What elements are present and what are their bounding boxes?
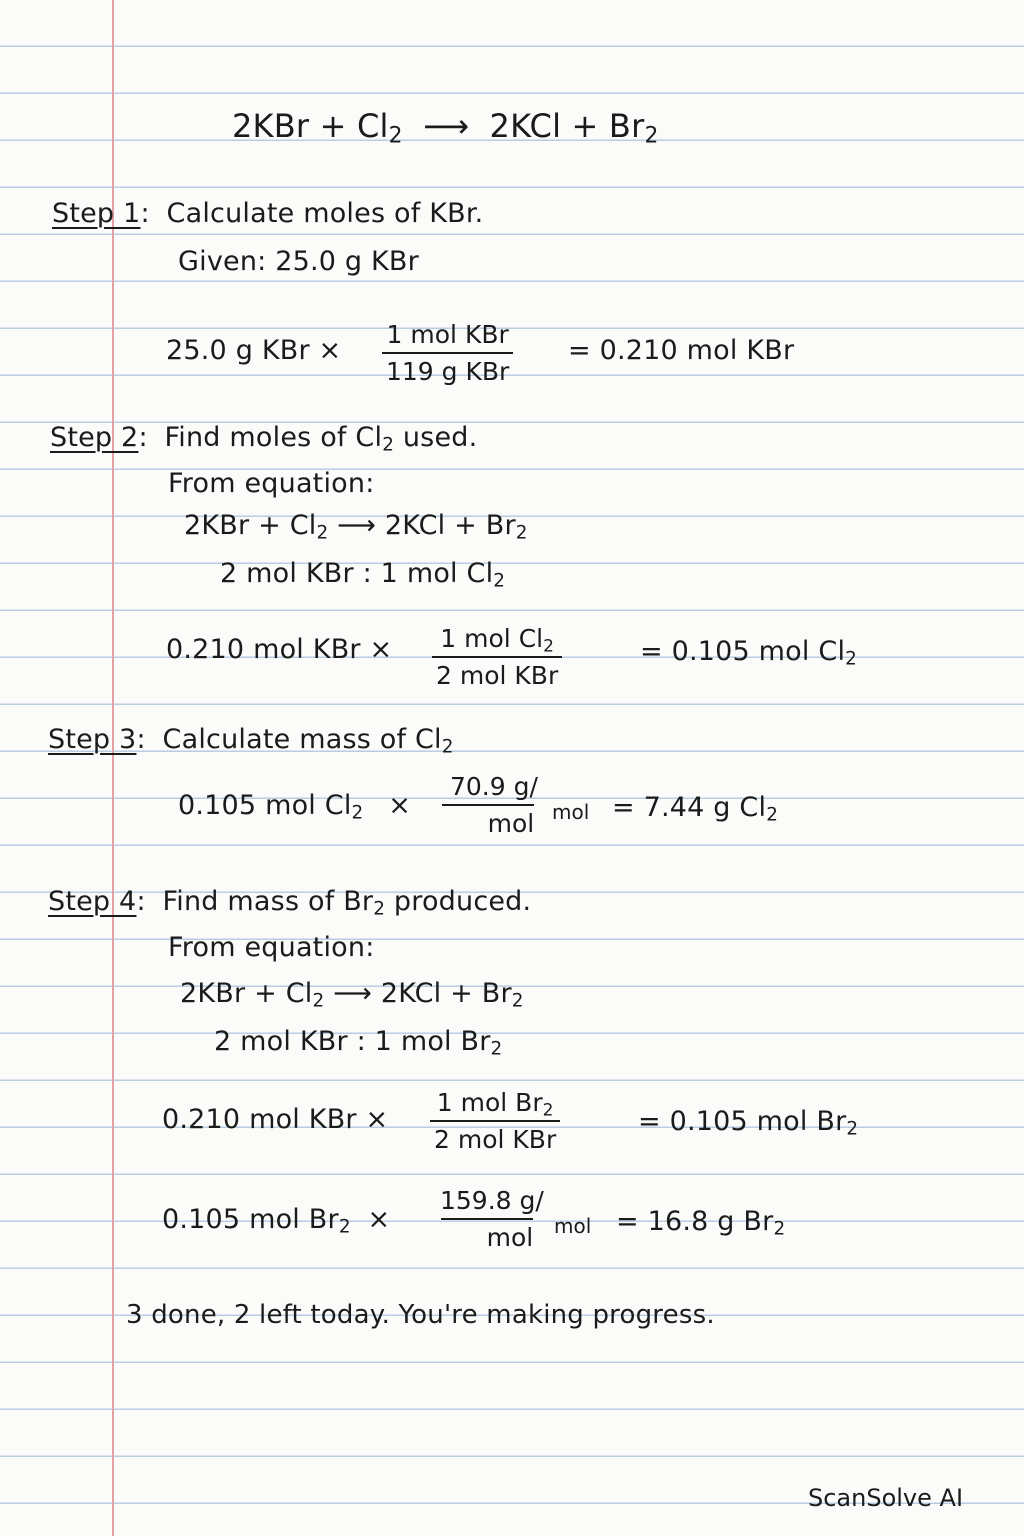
step3-calc-lhs: 0.105 mol $Cl_2$ ×: [178, 790, 412, 824]
step3-fraction: 70.9 g/ mol: [434, 774, 542, 836]
step2-heading: Step 2: Find moles of $Cl_2$ used.: [50, 422, 478, 456]
step2-fraction: 1 mol $Cl_2$ 2 mol KBr: [432, 626, 562, 688]
step3-title: Calculate mass of $Cl_2$: [162, 724, 454, 758]
step4-title: Find mass of $Br_2$ produced.: [162, 886, 532, 920]
step4-equation: $2KBr + Cl_2$ ⟶ $2KCl + Br_2$: [180, 978, 524, 1012]
margin-line: [112, 0, 114, 1536]
step4-calc1-result: = 0.105 mol $Br_2$: [638, 1106, 859, 1140]
step1-title: Calculate moles of KBr.: [166, 198, 484, 229]
step2-from-equation: From equation:: [168, 468, 375, 499]
step3-unit: mol: [552, 800, 590, 824]
step2-calc-lhs: 0.210 mol KBr ×: [166, 634, 393, 665]
step4-label: Step 4: [48, 886, 137, 917]
step4-from-equation: From equation:: [168, 932, 375, 963]
step4-calc1-fraction: 1 mol $Br_2$ 2 mol KBr: [430, 1090, 560, 1152]
step1-label: Step 1: [52, 198, 141, 229]
step1-given: Given: 25.0 g KBr: [178, 246, 419, 277]
brand-label: ScanSolve AI: [808, 1484, 964, 1512]
step2-calc-result: = 0.105 mol $Cl_2$: [640, 636, 858, 670]
progress-note: 3 done, 2 left today. You're making progress.: [126, 1300, 715, 1330]
step3-label: Step 3: [48, 724, 137, 755]
step3-heading: Step 3: Calculate mass of $Cl_2$: [48, 724, 454, 758]
step2-label: Step 2: [50, 422, 139, 453]
step1-heading: Step 1: Calculate moles of KBr.: [52, 198, 484, 229]
step4-calc2-fraction: 159.8 g/ mol: [440, 1186, 544, 1252]
step1-calc-result: = 0.210 mol KBr: [568, 335, 795, 366]
step4-mole-ratio: 2 mol KBr : 1 mol $Br_2$: [214, 1026, 503, 1060]
reaction-arrow: ⟶: [423, 107, 470, 145]
step2-mole-ratio: 2 mol KBr : 1 mol $Cl_2$: [220, 558, 506, 592]
step4-calc2-result: = 16.8 g $Br_2$: [616, 1206, 786, 1240]
step2-title: Find moles of $Cl_2$ used.: [164, 422, 478, 456]
step4-calc2-lhs: 0.105 mol $Br_2$ ×: [162, 1204, 391, 1238]
step4-calc1-lhs: 0.210 mol KBr ×: [162, 1104, 389, 1135]
step4-calc2-unit: mol: [554, 1214, 592, 1238]
step1-calc-lhs: 25.0 g KBr ×: [166, 335, 342, 366]
step2-equation: $2KBr + Cl_2$ ⟶ $2KCl + Br_2$: [184, 510, 528, 544]
step1-fraction: 1 mol KBr 119 g KBr: [382, 322, 513, 384]
step3-calc-result: = 7.44 g $Cl_2$: [612, 792, 779, 826]
step4-heading: Step 4: Find mass of $Br_2$ produced.: [48, 886, 532, 920]
main-equation: $2KBr + Cl_2$ ⟶ $2KCl + Br_2$: [232, 107, 659, 149]
